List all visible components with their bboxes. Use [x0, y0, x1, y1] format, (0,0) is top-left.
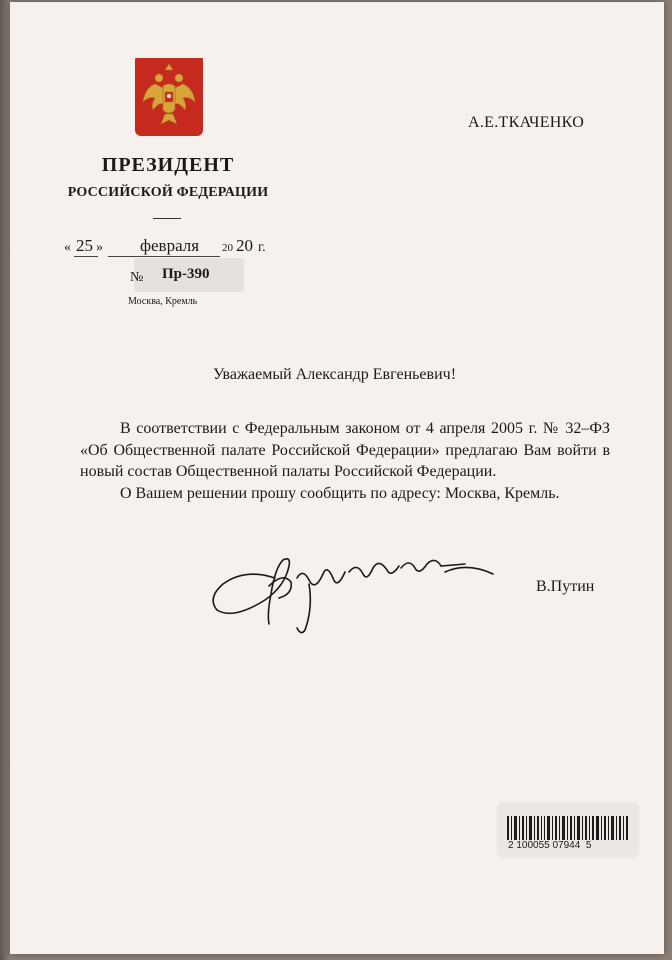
date-year-prefix: 20 — [222, 242, 233, 254]
letterhead-divider — [153, 218, 181, 219]
barcode-icon — [507, 812, 629, 840]
page-edge-shadow — [0, 0, 10, 960]
date-month: февраля — [140, 236, 200, 255]
body-paragraph-2: О Вашем решении прошу сообщить по адресу: Москва, Кремль. — [120, 484, 560, 502]
letter-body — [80, 418, 610, 504]
place-of-issue: Москва, Кремль — [128, 296, 198, 307]
date-year-abbr: г. — [258, 240, 266, 255]
signer-name: В.Путин — [536, 578, 595, 595]
date-year-suffix: 20 — [236, 236, 253, 255]
addressee-name: А.Е.ТКАЧЕНКО — [468, 114, 585, 131]
date-open-quote: « — [64, 240, 71, 255]
date-day-underline — [74, 256, 98, 257]
date-day: 25 — [76, 236, 93, 255]
handwritten-signature — [205, 538, 505, 643]
document-number: Пр-390 — [162, 266, 210, 282]
letterhead-subtitle: РОССИЙСКОЙ ФЕДЕРАЦИИ — [67, 185, 269, 200]
letterhead-title: ПРЕЗИДЕНТ — [101, 154, 235, 176]
date-month-underline — [108, 256, 220, 257]
greeting: Уважаемый Александр Евгеньевич! — [213, 366, 457, 383]
date-close-quote: » — [96, 240, 103, 255]
body-paragraph-1: В соответствии с Федеральным законом от 4 апреля 2005 г. № 32–ФЗ «Об Общественной палате Российской Федерации» предлагаю Вам войти в новый состав Общественной палаты Российской Федерации. — [80, 420, 610, 480]
barcode-digits: 2 100055 07944 5 — [508, 840, 592, 851]
coat-of-arms-icon — [135, 58, 203, 136]
number-label: № — [130, 270, 144, 285]
